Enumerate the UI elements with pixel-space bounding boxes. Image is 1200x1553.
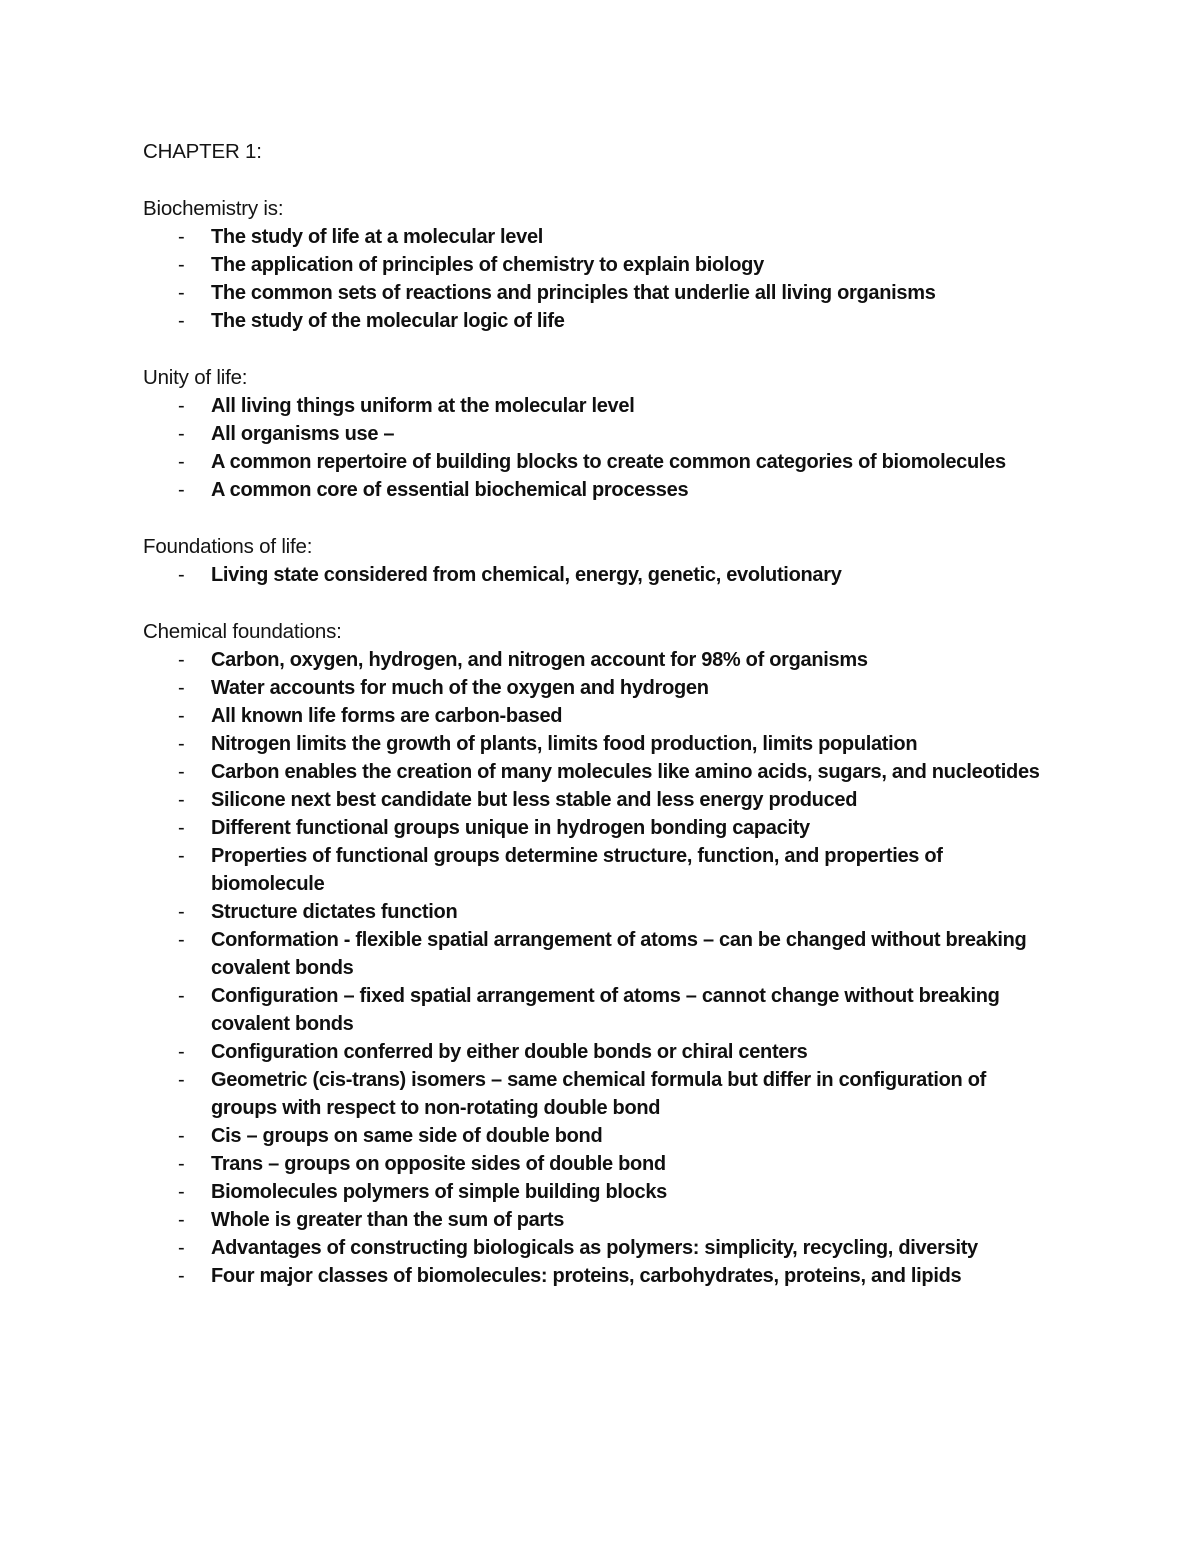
bullet-dash: - bbox=[178, 1069, 185, 1091]
bullet-text: Properties of functional groups determine structure, function, and properties of biomolecule bbox=[211, 845, 943, 895]
chapter-title: CHAPTER 1: bbox=[143, 140, 262, 163]
bullet-dash: - bbox=[178, 395, 185, 417]
bullet-item bbox=[178, 476, 1059, 504]
bullet-list bbox=[143, 646, 1059, 1290]
bullet-text: Geometric (cis-trans) isomers – same chemical formula but differ in configuration of groups with respect to non-rotating double bond bbox=[211, 1069, 986, 1119]
bullet-dash: - bbox=[178, 677, 185, 699]
bullet-text: Trans – groups on opposite sides of double bond bbox=[211, 1153, 666, 1175]
bullet-item bbox=[178, 1066, 1059, 1122]
bullet-list bbox=[143, 223, 1059, 335]
bullet-text: Water accounts for much of the oxygen and hydrogen bbox=[211, 677, 709, 699]
bullet-text: The application of principles of chemistry to explain biology bbox=[211, 254, 764, 276]
bullet-item bbox=[178, 730, 1059, 758]
bullet-dash: - bbox=[178, 564, 185, 586]
bullet-text: All known life forms are carbon-based bbox=[211, 705, 563, 727]
bullet-list bbox=[143, 561, 1059, 589]
bullet-text: The study of life at a molecular level bbox=[211, 226, 544, 248]
bullet-dash: - bbox=[178, 761, 185, 783]
bullet-text: Whole is greater than the sum of parts bbox=[211, 1209, 565, 1231]
bullet-item bbox=[178, 420, 1059, 448]
bullet-dash: - bbox=[178, 451, 185, 473]
bullet-text: The common sets of reactions and principles that underlie all living organisms bbox=[211, 282, 936, 304]
bullet-dash: - bbox=[178, 789, 185, 811]
bullet-item bbox=[178, 758, 1059, 786]
section-heading: Unity of life: bbox=[143, 366, 248, 389]
section-heading: Foundations of life: bbox=[143, 535, 313, 558]
bullet-item bbox=[178, 279, 1059, 307]
bullet-dash: - bbox=[178, 282, 185, 304]
bullet-item bbox=[178, 251, 1059, 279]
bullet-dash: - bbox=[178, 929, 185, 951]
bullet-item bbox=[178, 1122, 1059, 1150]
bullet-dash: - bbox=[178, 226, 185, 248]
bullet-item bbox=[178, 1150, 1059, 1178]
bullet-item bbox=[178, 786, 1059, 814]
bullet-text: Configuration conferred by either double bonds or chiral centers bbox=[211, 1041, 808, 1063]
bullet-text: A common core of essential biochemical processes bbox=[211, 479, 689, 501]
bullet-dash: - bbox=[178, 423, 185, 445]
bullet-item bbox=[178, 307, 1059, 335]
section-unity-of-life bbox=[143, 364, 1059, 504]
bullet-dash: - bbox=[178, 1209, 185, 1231]
bullet-dash: - bbox=[178, 649, 185, 671]
bullet-text: A common repertoire of building blocks to create common categories of biomolecules bbox=[211, 451, 1006, 473]
bullet-item bbox=[178, 674, 1059, 702]
bullet-item bbox=[178, 223, 1059, 251]
bullet-item bbox=[178, 1038, 1059, 1066]
bullet-list bbox=[143, 392, 1059, 504]
bullet-text: Configuration – fixed spatial arrangement of atoms – cannot change without breaking covalent bonds bbox=[211, 985, 1000, 1035]
bullet-dash: - bbox=[178, 817, 185, 839]
bullet-item bbox=[178, 1206, 1059, 1234]
bullet-text: All organisms use – bbox=[211, 423, 395, 445]
bullet-item bbox=[178, 926, 1059, 982]
bullet-text: Living state considered from chemical, energy, genetic, evolutionary bbox=[211, 564, 842, 586]
bullet-text: Carbon, oxygen, hydrogen, and nitrogen account for 98% of organisms bbox=[211, 649, 868, 671]
bullet-item bbox=[178, 898, 1059, 926]
bullet-dash: - bbox=[178, 1153, 185, 1175]
bullet-dash: - bbox=[178, 1041, 185, 1063]
section-heading: Biochemistry is: bbox=[143, 197, 284, 220]
bullet-dash: - bbox=[178, 479, 185, 501]
bullet-dash: - bbox=[178, 1181, 185, 1203]
bullet-text: Biomolecules polymers of simple building blocks bbox=[211, 1181, 667, 1203]
bullet-item bbox=[178, 842, 1059, 898]
bullet-item bbox=[178, 1262, 1059, 1290]
bullet-text: Carbon enables the creation of many molecules like amino acids, sugars, and nucleotides bbox=[211, 761, 1040, 783]
bullet-item bbox=[178, 1178, 1059, 1206]
bullet-item bbox=[178, 814, 1059, 842]
bullet-dash: - bbox=[178, 733, 185, 755]
bullet-dash: - bbox=[178, 1125, 185, 1147]
bullet-dash: - bbox=[178, 254, 185, 276]
bullet-item bbox=[178, 392, 1059, 420]
bullet-dash: - bbox=[178, 985, 185, 1007]
bullet-dash: - bbox=[178, 1265, 185, 1287]
bullet-text: All living things uniform at the molecular level bbox=[211, 395, 635, 417]
section-heading: Chemical foundations: bbox=[143, 620, 342, 643]
bullet-item bbox=[178, 646, 1059, 674]
bullet-text: Advantages of constructing biologicals as polymers: simplicity, recycling, diversity bbox=[211, 1237, 978, 1259]
bullet-item bbox=[178, 561, 1059, 589]
section-foundations-of-life bbox=[143, 533, 1059, 589]
bullet-item bbox=[178, 702, 1059, 730]
bullet-text: Different functional groups unique in hydrogen bonding capacity bbox=[211, 817, 810, 839]
bullet-dash: - bbox=[178, 845, 185, 867]
bullet-text: Silicone next best candidate but less stable and less energy produced bbox=[211, 789, 858, 811]
bullet-text: Cis – groups on same side of double bond bbox=[211, 1125, 603, 1147]
section-biochemistry bbox=[143, 195, 1059, 335]
bullet-item bbox=[178, 448, 1059, 476]
bullet-dash: - bbox=[178, 901, 185, 923]
bullet-item bbox=[178, 1234, 1059, 1262]
bullet-text: The study of the molecular logic of life bbox=[211, 310, 565, 332]
bullet-text: Conformation - flexible spatial arrangement of atoms – can be changed without breaking covalent bonds bbox=[211, 929, 1027, 979]
section-chemical-foundations bbox=[143, 618, 1059, 1290]
document-content bbox=[143, 138, 1059, 1290]
bullet-dash: - bbox=[178, 1237, 185, 1259]
bullet-item bbox=[178, 982, 1059, 1038]
bullet-dash: - bbox=[178, 310, 185, 332]
bullet-text: Nitrogen limits the growth of plants, limits food production, limits population bbox=[211, 733, 918, 755]
bullet-text: Structure dictates function bbox=[211, 901, 458, 923]
bullet-text: Four major classes of biomolecules: proteins, carbohydrates, proteins, and lipids bbox=[211, 1265, 962, 1287]
bullet-dash: - bbox=[178, 705, 185, 727]
